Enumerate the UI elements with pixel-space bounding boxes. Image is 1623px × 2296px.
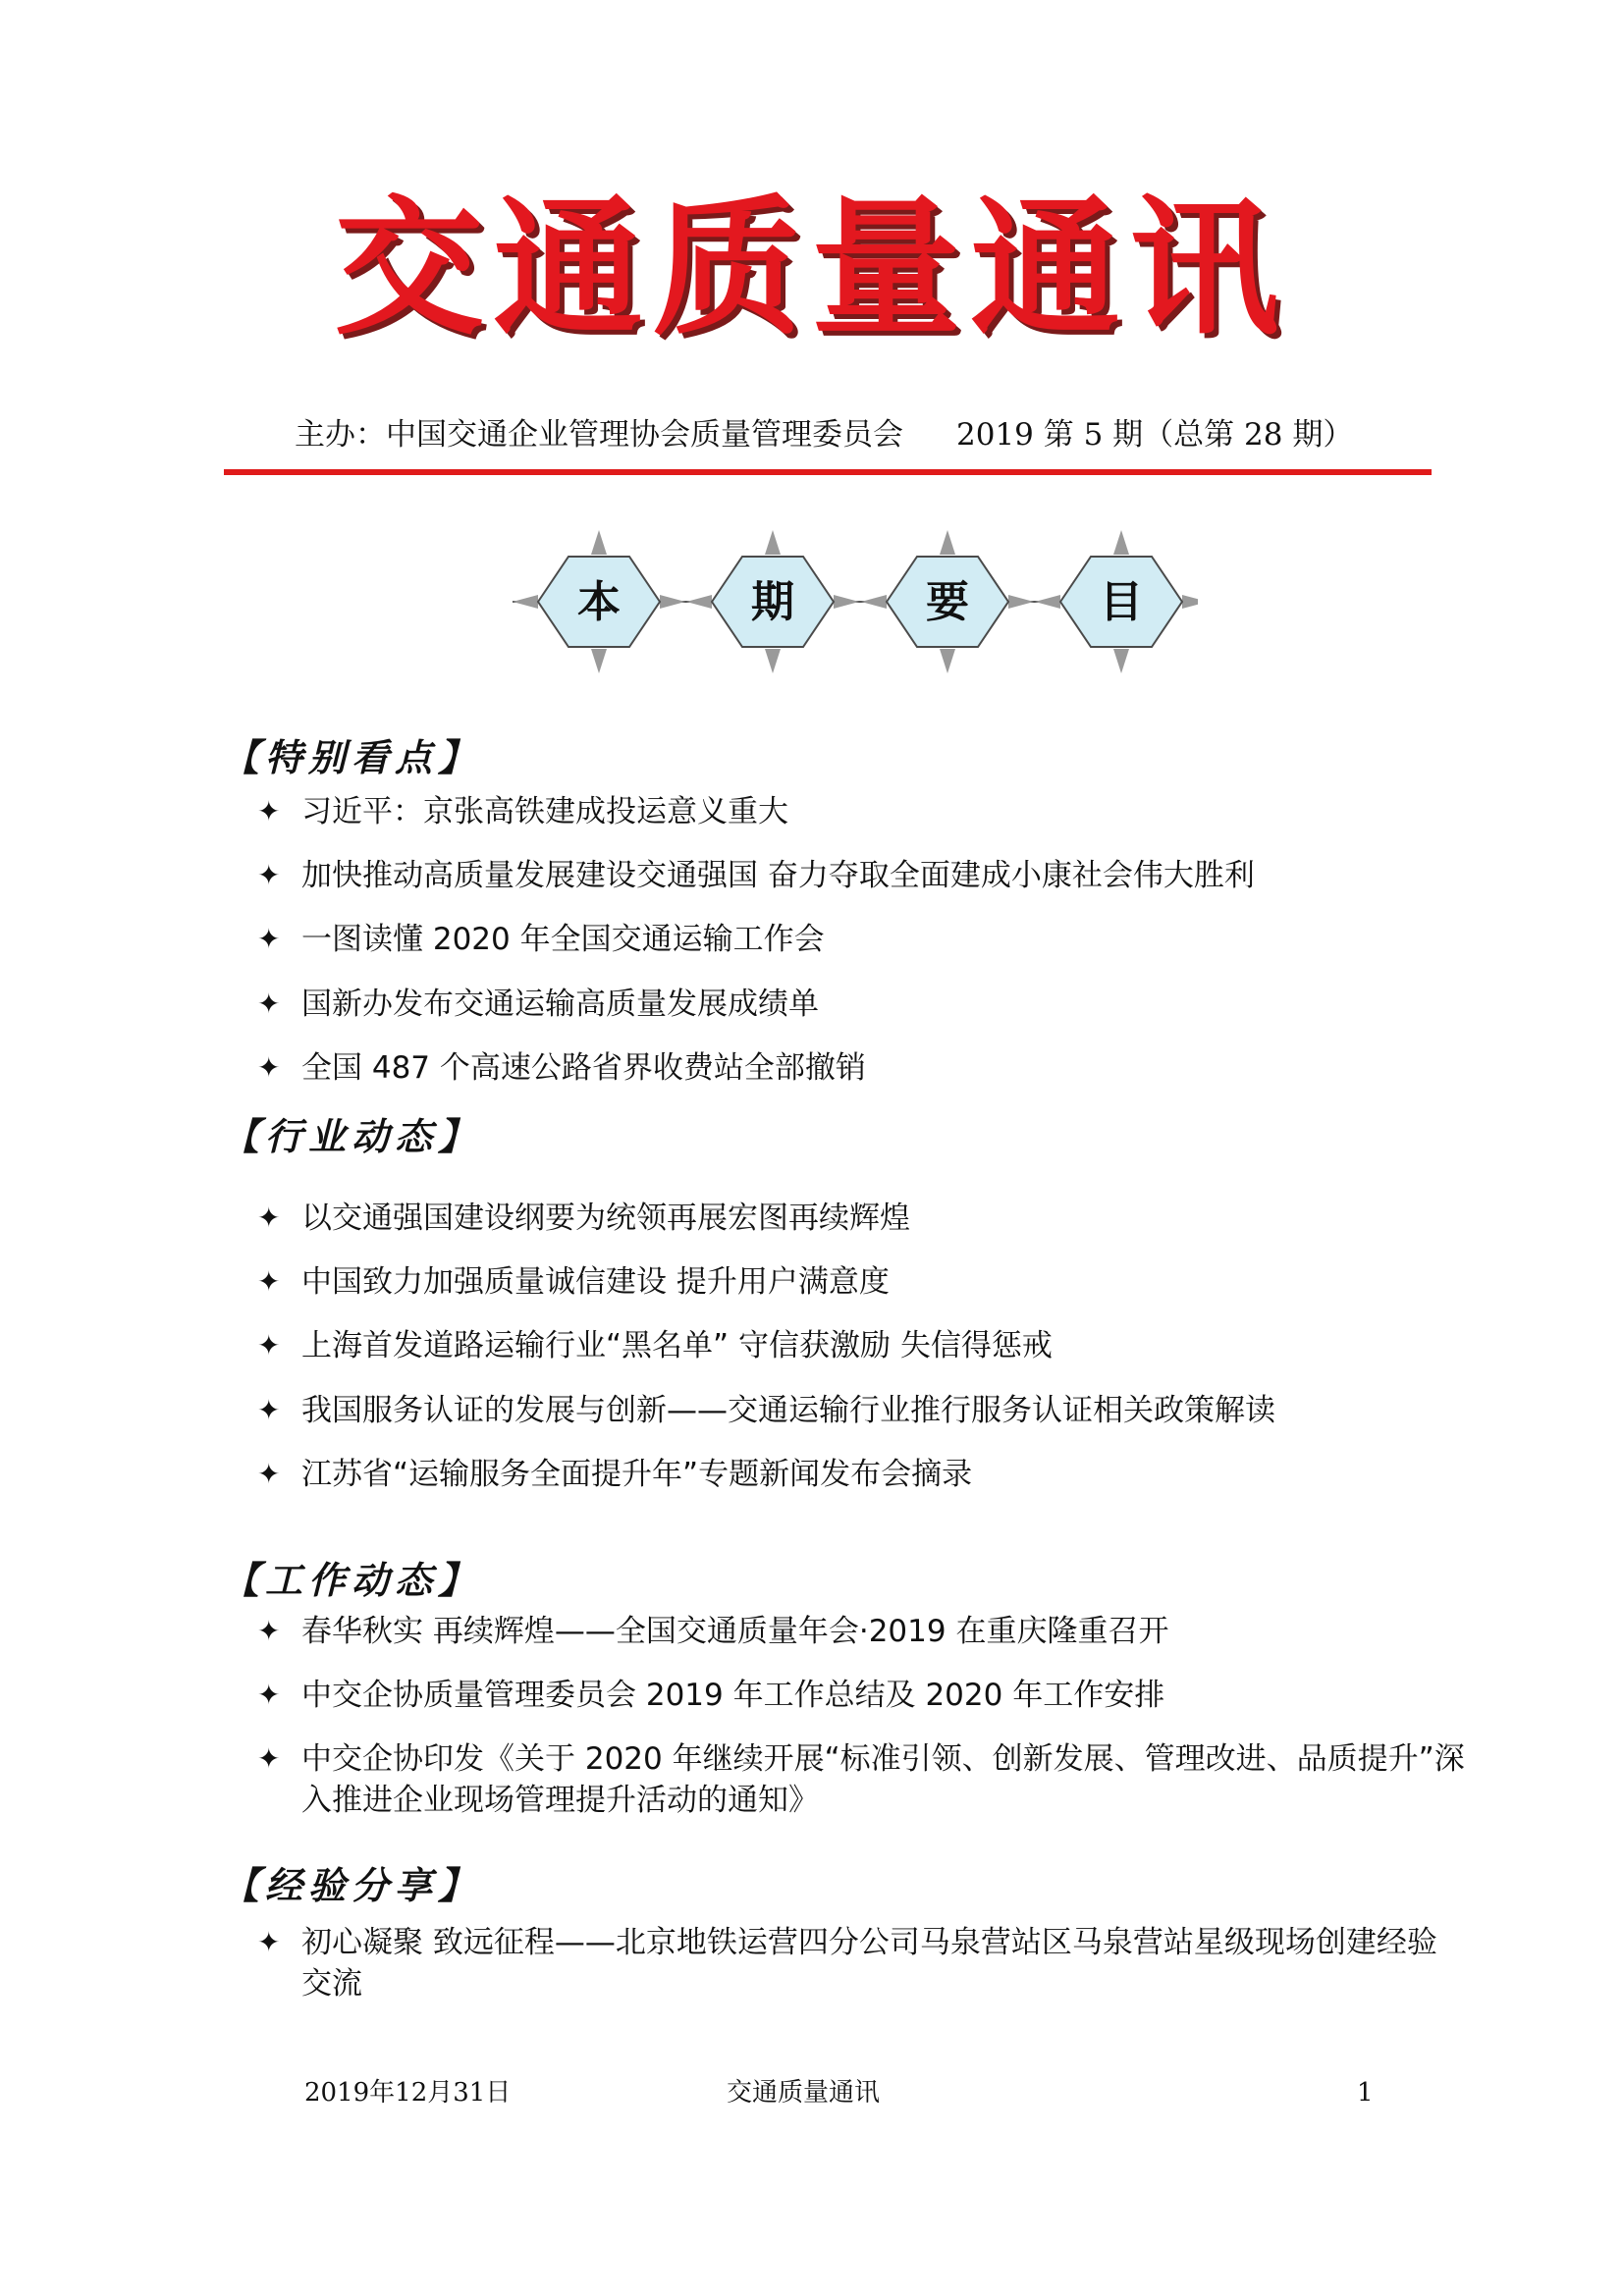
banner-char-1: 本 [577,577,621,627]
toc-item-text: 中交企协印发《关于 2020 年继续开展“标准引领、创新发展、管理改进、品质提升”深入推进企业现场管理提升活动的通知》 [301,1741,1465,1818]
toc-item-text: 初心凝聚 致远征程——北京地铁运营四分公司马泉营站区马泉营站星级现场创建经验交流 [301,1925,1437,2002]
banner-char-4: 目 [1100,577,1143,627]
footer-date: 2019年12月31日 [304,2078,512,2108]
section-title-featured: 【特别看点】 [222,735,482,779]
toc-item-text: 中国致力加强质量诚信建设 提升用户满意度 [301,1264,890,1300]
toc-item-text: 国新办发布交通运输高质量发展成绩单 [301,987,819,1022]
banner-char-2: 期 [751,577,794,627]
star-bullet-icon: ✦ [257,1679,281,1711]
banner-char-3: 要 [926,577,969,627]
star-bullet-icon: ✦ [257,795,281,828]
banner-star-3 [861,530,1034,673]
star-bullet-icon: ✦ [257,1051,281,1084]
footer-publication: 交通质量通讯 [727,2078,881,2108]
toc-item-text: 我国服务认证的发展与创新——交通运输行业推行服务认证相关政策解读 [301,1393,1275,1428]
star-bullet-icon: ✦ [257,1926,281,1958]
star-bullet-icon: ✦ [257,988,281,1020]
banner-star-2 [686,530,859,673]
issue-number: 2019 第 5 期（总第 28 期） [956,417,1354,453]
section-title-industry: 【行业动态】 [222,1114,482,1158]
toc-item-text: 以交通强国建设纲要为统领再展宏图再续辉煌 [301,1201,910,1236]
star-bullet-icon: ✦ [257,1329,281,1362]
banner-star-1 [513,530,685,673]
toc-item-text: 江苏省“运输服务全面提升年”专题新闻发布会摘录 [301,1457,973,1492]
star-bullet-icon: ✦ [257,1458,281,1490]
banner-star-4 [1035,530,1198,673]
sponsor-text: 主办：中国交通企业管理协会质量管理委员会 [295,417,903,453]
toc-item-text: 一图读懂 2020 年全国交通运输工作会 [301,922,825,957]
star-bullet-icon: ✦ [257,1265,281,1298]
section-title-experience: 【经验分享】 [222,1863,482,1907]
toc-item-text: 全国 487 个高速公路省界收费站全部撤销 [301,1050,866,1086]
star-bullet-icon: ✦ [257,1201,281,1234]
toc-item-text: 习近平：京张高铁建成投运意义重大 [301,794,788,829]
star-bullet-icon: ✦ [257,859,281,891]
toc-item-text: 加快推动高质量发展建设交通强国 奋力夺取全面建成小康社会伟大胜利 [301,858,1255,893]
footer-page-number: 1 [1357,2078,1374,2108]
toc-item-text: 中交企协质量管理委员会 2019 年工作总结及 2020 年工作安排 [301,1678,1165,1713]
header-divider [224,469,1432,475]
star-bullet-icon: ✦ [257,1742,281,1775]
star-bullet-icon: ✦ [257,1394,281,1426]
toc-item-text: 春华秋实 再续辉煌——全国交通质量年会·2019 在重庆隆重召开 [301,1614,1169,1649]
toc-item-text: 上海首发道路运输行业“黑名单” 守信获激励 失信得惩戒 [301,1328,1053,1363]
section-title-work: 【工作动态】 [222,1558,482,1602]
contents-banner [501,530,1198,673]
star-bullet-icon: ✦ [257,923,281,955]
star-bullet-icon: ✦ [257,1615,281,1647]
masthead-title: 交通质量通讯 [334,180,1289,355]
sponsor-line [295,410,1375,459]
